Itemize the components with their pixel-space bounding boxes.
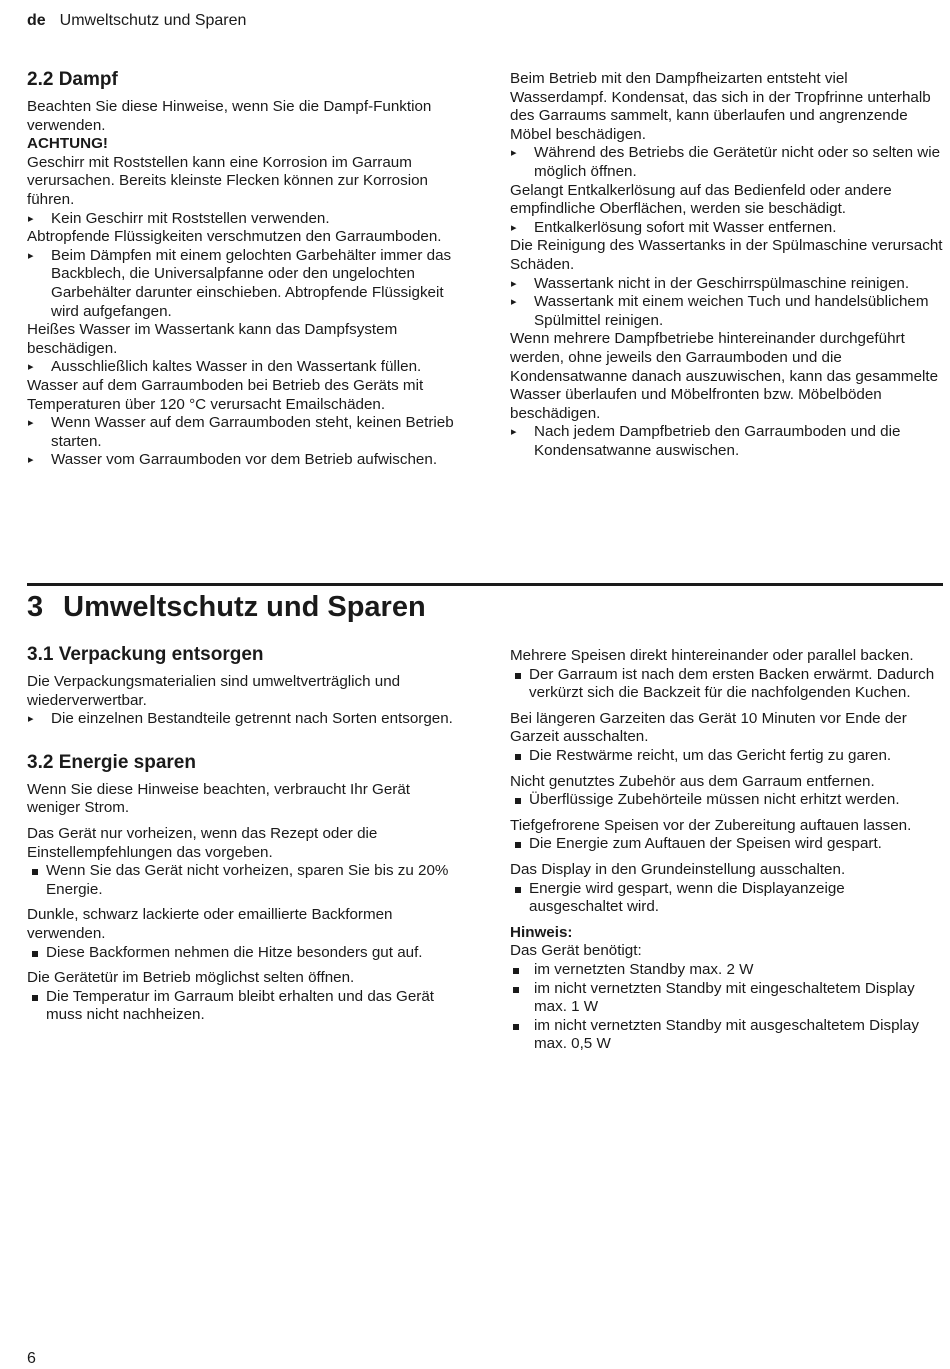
paragraph: Heißes Wasser im Wassertank kann das Dampfsystem beschädigen. (27, 321, 398, 357)
paragraph: Wasser auf dem Garraumboden bei Betrieb des Geräts mit Temperaturen über 120 °C verursacht Emailschäden. (27, 376, 424, 413)
bullet-item: Diese Backformen nehmen die Hitze besonders gut auf. (27, 944, 467, 963)
section-2-2-right-column (510, 70, 945, 460)
chapter-3-left-column (27, 643, 467, 1025)
chapter-number: 3 (27, 591, 44, 623)
paragraph: Beachten Sie diese Hinweise, wenn Sie die Dampf-Funktion verwenden. (27, 98, 432, 134)
paragraph: Wenn Sie diese Hinweise beachten, verbraucht Ihr Gerät weniger Strom. (27, 780, 410, 817)
paragraph: Beim Betrieb mit den Dampfheizarten entsteht viel Wasserdampf. Kondensat, das sich in der Tropfrinne unterhalb des Garraums sammelt, kann überlaufen und angrenzende Möbel beschädigen. (510, 70, 931, 143)
language-code: de (27, 12, 46, 29)
instruction-item: ▸ Die einzelnen Bestandteile getrennt nach Sorten entsorgen. (27, 710, 467, 729)
paragraph: Geschirr mit Roststellen kann eine Korrosion im Garraum verursachen. Bereits kleinste Flecken können zur Korrosion führen. (27, 153, 428, 208)
bullet-item: Die Energie zum Auftauen der Speisen wird gespart. (510, 835, 940, 854)
chapter-title: Umweltschutz und Sparen (63, 591, 426, 623)
paragraph: Die Gerätetür im Betrieb möglichst selten öffnen. (27, 969, 355, 987)
subsection-heading: 3.2 Energie sparen (27, 751, 196, 773)
paragraph: Die Verpackungsmaterialien sind umweltverträglich und wiederverwertbar. (27, 673, 401, 709)
bullet-item: Überflüssige Zubehörteile müssen nicht erhitzt werden. (510, 791, 940, 810)
bullet-item: Die Restwärme reicht, um das Gericht fertig zu garen. (510, 747, 940, 766)
chapter-3-right-column (510, 647, 940, 1054)
paragraph: Bei längeren Garzeiten das Gerät 10 Minuten vor Ende der Garzeit ausschalten. (510, 709, 907, 746)
instruction-item: ▸ Wasser vom Garraumboden vor dem Betrieb aufwischen. (27, 451, 467, 470)
paragraph: Das Gerät nur vorheizen, wenn das Rezept oder die Einstellempfehlungen das vorgeben. (27, 824, 378, 861)
instruction-item: ▸ Entkalkerlösung sofort mit Wasser entfernen. (510, 219, 945, 238)
running-header (27, 12, 246, 30)
page-number: 6 (27, 1350, 36, 1367)
paragraph: Mehrere Speisen direkt hintereinander oder parallel backen. (510, 647, 914, 664)
paragraph: Tiefgefrorene Speisen vor der Zubereitung auftauen lassen. (510, 816, 912, 834)
bullet-item: im nicht vernetzten Standby mit eingeschaltetem Display max. 1 W (510, 980, 940, 1017)
section-divider (27, 583, 943, 586)
section-2-2-right-content (510, 70, 945, 460)
instruction-item: ▸ Beim Dämpfen mit einem gelochten Garbehälter immer das Backblech, die Universalpfanne oder den ungelochten Garbehälter darunter einschieben. Abtropfende Flüssigkeit wird aufgefangen. (27, 247, 467, 321)
paragraph: Das Display in den Grundeinstellung ausschalten. (510, 860, 846, 878)
bullet-item: im vernetzten Standby max. 2 W (510, 961, 940, 980)
note-label: Hinweis: (510, 923, 573, 941)
bullet-item: Die Temperatur im Garraum bleibt erhalten und das Gerät muss nicht nachheizen. (27, 988, 467, 1025)
instruction-item: ▸ Wassertank nicht in der Geschirrspülmaschine reinigen. (510, 275, 945, 294)
paragraph: Dunkle, schwarz lackierte oder emaillierte Backformen verwenden. (27, 906, 393, 942)
chapter-3-heading (27, 589, 426, 625)
paragraph: Abtropfende Flüssigkeiten verschmutzen den Garraumboden. (27, 228, 442, 246)
instruction-item: ▸ Wassertank mit einem weichen Tuch und handelsüblichem Spülmittel reinigen. (510, 293, 945, 330)
bullet-item: Energie wird gespart, wenn die Displayanzeige ausgeschaltet wird. (510, 880, 940, 917)
paragraph: Wenn mehrere Dampfbetriebe hintereinander durchgeführt werden, ohne jeweils den Garraumboden und die Kondensatwanne danach auszuwischen, kann das gesammelte Wasser überlaufen und Möbelfronten bzw. Möbelböden beschädigen. (510, 330, 939, 422)
paragraph: Die Reinigung des Wassertanks in der Spülmaschine verursacht Schäden. (510, 237, 943, 273)
section-2-2-left-content (27, 98, 467, 470)
section-2-2-left-column (27, 68, 467, 470)
chapter-3-right-content (510, 647, 940, 1054)
warning-label: ACHTUNG! (27, 135, 108, 153)
paragraph: Gelangt Entkalkerlösung auf das Bedienfeld oder andere empfindliche Oberflächen, werden sie beschädigt. (510, 181, 892, 218)
instruction-item: ▸ Wenn Wasser auf dem Garraumboden steht, keinen Betrieb starten. (27, 414, 467, 451)
bullet-item: im nicht vernetzten Standby mit ausgeschaltetem Display max. 0,5 W (510, 1017, 940, 1054)
section-2-2-heading: 2.2 Dampf (27, 69, 118, 90)
bullet-item: Der Garraum ist nach dem ersten Backen erwärmt. Dadurch verkürzt sich die Backzeit für die nachfolgenden Kuchen. (510, 666, 940, 703)
instruction-item: ▸ Ausschließlich kaltes Wasser in den Wassertank füllen. (27, 358, 467, 377)
instruction-item: ▸ Während des Betriebs die Gerätetür nicht oder so selten wie möglich öffnen. (510, 144, 945, 181)
instruction-item: ▸ Kein Geschirr mit Roststellen verwenden. (27, 210, 467, 229)
header-title: Umweltschutz und Sparen (59, 12, 247, 29)
subsection-heading: 3.1 Verpackung entsorgen (27, 644, 264, 665)
chapter-3-left-content (27, 643, 467, 1025)
bullet-item: Wenn Sie das Gerät nicht vorheizen, sparen Sie bis zu 20% Energie. (27, 862, 467, 899)
paragraph: Das Gerät benötigt: (510, 942, 642, 960)
paragraph: Nicht genutztes Zubehör aus dem Garraum entfernen. (510, 772, 875, 790)
instruction-item: ▸ Nach jedem Dampfbetrieb den Garraumboden und die Kondensatwanne auswischen. (510, 423, 945, 460)
